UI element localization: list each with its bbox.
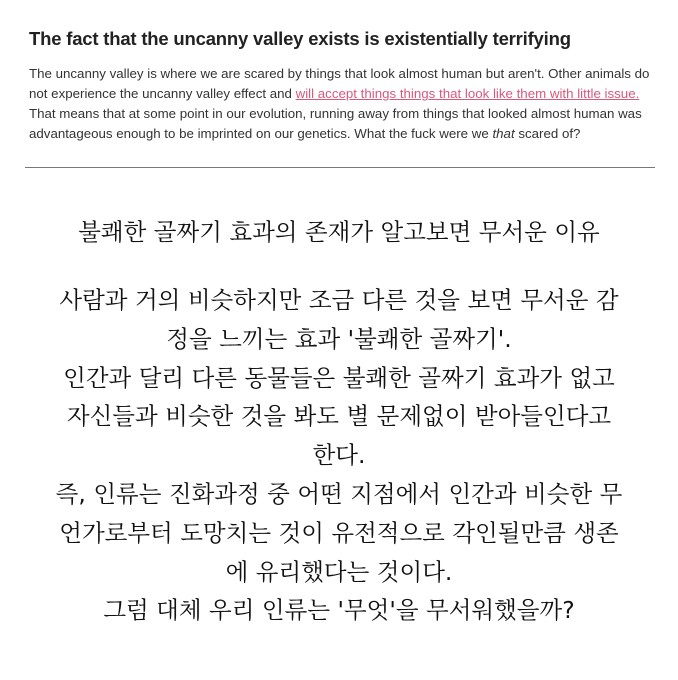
- body-italic: that: [492, 126, 515, 141]
- translation-line: 즉, 인류는 진화과정 중 어떤 지점에서 인간과 비슷한 무: [55, 479, 623, 508]
- translation-line: 언가로부터 도망치는 것이 유전적으로 각인될만큼 생존: [59, 518, 619, 547]
- body-text: That means that at some point in our evolution, running away from things that looked almost human was advantageous enough to be imprinted on our genetics. What the fuck were we: [29, 106, 642, 141]
- divider: [25, 167, 655, 168]
- translation-line: 사람과 거의 비슷하지만 조금 다른 것을 보면 무서운 감: [59, 286, 619, 314]
- translation-line: 인간과 달리 다른 동물들은 불쾌한 골짜기 효과가 없고: [63, 363, 615, 392]
- translation-body: [0, 281, 678, 630]
- post-title: The fact that the uncanny valley exists is existentially terrifying: [29, 28, 571, 49]
- post-link[interactable]: will accept things things that look like them with little issue.: [295, 86, 640, 101]
- translation-title-text: 불쾌한 골짜기 효과의 존재가 알고보면 무서운 이유: [78, 218, 600, 246]
- translation-title: [0, 213, 678, 252]
- post-body: [29, 64, 659, 144]
- translation-line: 자신들과 비슷한 것을 봐도 별 문제없이 받아들인다고: [66, 402, 612, 431]
- translation-line: 정을 느끼는 효과 '불쾌한 골짜기'.: [166, 324, 512, 353]
- body-text: scared of?: [514, 126, 581, 141]
- translation-line: 한다.: [312, 441, 366, 470]
- translation-line: 그럼 대체 우리 인류는 '무엇'을 무서워했을까?: [103, 596, 575, 625]
- body-text: The uncanny valley is where we are scared by things that look almost human but aren't. Other animals do not experience the uncanny valley effect and: [29, 66, 650, 101]
- reddit-post: [29, 28, 659, 144]
- translation-line: 에 유리했다는 것이다.: [225, 557, 453, 586]
